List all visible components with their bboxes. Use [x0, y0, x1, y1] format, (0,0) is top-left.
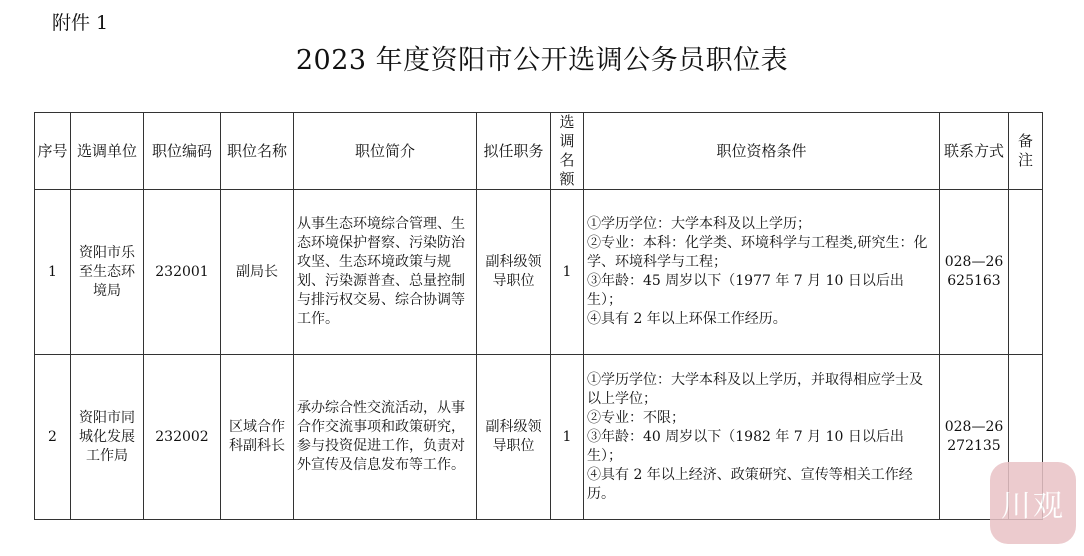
header-rank: 拟任职务 — [477, 113, 551, 190]
cell-note — [1009, 190, 1043, 355]
cell-intro: 从事生态环境综合管理、生态环境保护督察、污染防治攻坚、生态环境政策与规划、污染源普查、总量控制与排污权交易、综合协调等工作。 — [294, 190, 477, 355]
requirement-line: ①学历学位：大学本科及以上学历； — [587, 216, 811, 232]
header-intro: 职位简介 — [294, 113, 477, 190]
table-row — [35, 355, 1043, 520]
cell-code: 232001 — [144, 190, 221, 355]
header-unit: 选调单位 — [71, 113, 144, 190]
requirement-line: ②专业：不限； — [587, 409, 685, 426]
page-title: 2023 年度资阳市公开选调公务员职位表 — [295, 45, 789, 76]
cell-quota: 1 — [551, 355, 584, 520]
cell-seq: 1 — [35, 190, 71, 355]
cell-intro: 承办综合性交流活动，从事合作交流事项和政策研究，参与投资促进工作，负责对外宣传及信息发布等工作。 — [294, 355, 477, 520]
header-contact: 联系方式 — [940, 113, 1009, 190]
header-seq: 序号 — [35, 113, 71, 190]
header-note: 备注 — [1009, 113, 1043, 190]
table-row — [35, 190, 1043, 355]
requirement-line: ④具有 2 年以上环保工作经历。 — [587, 311, 787, 327]
header-code: 职位编码 — [144, 113, 221, 190]
cell-name: 区域合作科副科长 — [221, 355, 294, 520]
cell-requirements — [584, 355, 940, 520]
header-requirements: 职位资格条件 — [584, 113, 940, 190]
cell-unit: 资阳市同城化发展工作局 — [71, 355, 144, 520]
cell-rank: 副科级领导职位 — [477, 190, 551, 355]
requirement-line: ②专业：本科：化学类、环境科学与工程类,研究生：化学、环境科学与工程； — [587, 235, 928, 270]
requirement-line: ④具有 2 年以上经济、政策研究、宣传等相关工作经历。 — [587, 466, 913, 502]
requirement-line: ③年龄：40 周岁以下（1982 年 7 月 10 日以后出生）； — [587, 428, 904, 464]
cell-requirements — [584, 190, 940, 355]
position-table — [34, 112, 1043, 520]
header-name: 职位名称 — [221, 113, 294, 190]
cell-code: 232002 — [144, 355, 221, 520]
cell-seq: 2 — [35, 355, 71, 520]
cell-contact: 028—26625163 — [940, 190, 1009, 355]
requirement-line: ③年龄：45 周岁以下（1977 年 7 月 10 日以后出生）； — [587, 273, 904, 308]
watermark-logo: 川观 — [990, 462, 1076, 544]
annex-label: 附件 1 — [52, 12, 109, 34]
table-header-row — [35, 113, 1043, 190]
requirement-line: ①学历学位：大学本科及以上学历，并取得相应学士及以上学位； — [587, 371, 923, 407]
cell-contact: 028—26272135 — [940, 355, 1009, 520]
cell-rank: 副科级领导职位 — [477, 355, 551, 520]
cell-name: 副局长 — [221, 190, 294, 355]
cell-unit: 资阳市乐至生态环境局 — [71, 190, 144, 355]
header-quota: 选调名额 — [551, 113, 584, 190]
cell-quota: 1 — [551, 190, 584, 355]
